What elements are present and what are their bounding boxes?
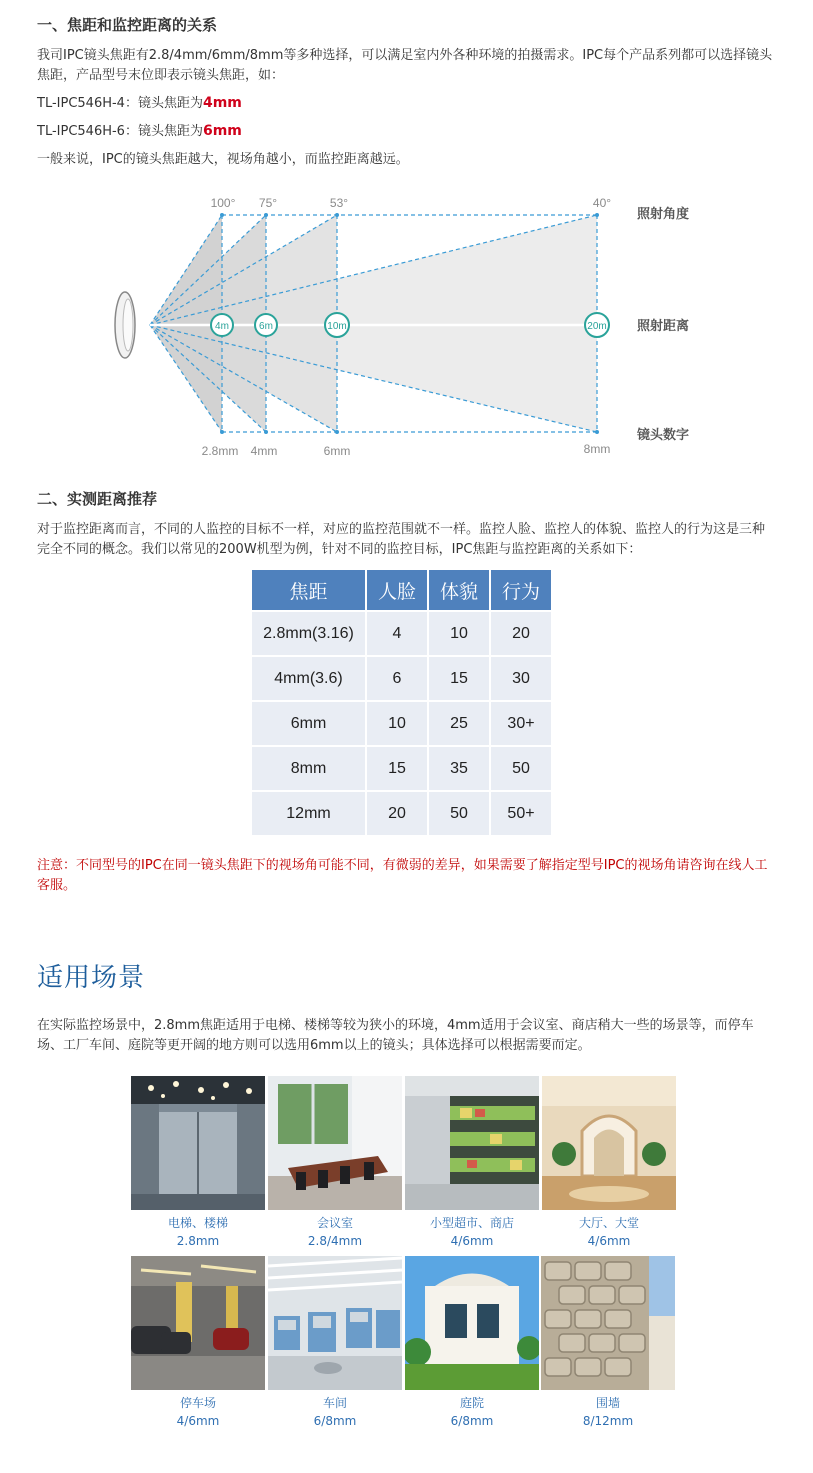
distance-label-4m: 4m (215, 321, 229, 332)
table-cell: 20 (367, 792, 427, 835)
scene-name: 大厅、大堂 (578, 1216, 639, 1230)
example1-value: 4mm (202, 95, 242, 111)
table-header-focal: 焦距 (252, 570, 365, 610)
side-label-angle: 照射角度 (637, 207, 690, 222)
scene-meeting-room (268, 1076, 402, 1250)
scene-name: 会议室 (316, 1216, 353, 1230)
table-header-body: 体貌 (429, 570, 489, 610)
supermarket-image (405, 1076, 539, 1210)
example2-prefix: TL-IPC546H-6：镜头焦距为 (37, 124, 203, 139)
table-cell: 15 (429, 657, 489, 700)
scene-name: 小型超市、商店 (429, 1216, 514, 1230)
table-row (252, 657, 551, 700)
distance-label-10m: 10m (327, 321, 347, 332)
scene-name: 车间 (322, 1396, 347, 1410)
table-cell: 6mm (252, 702, 365, 745)
table-row (252, 747, 551, 790)
section1-summary: 一般来说，IPC的镜头焦距越大，视场角越小，而监控距离越远。 (37, 152, 409, 167)
scene-wall (541, 1256, 675, 1430)
table-header-face: 人脸 (367, 570, 427, 610)
angle-label-40: 40° (592, 196, 612, 210)
meeting-room-image (268, 1076, 402, 1210)
table-cell: 6 (367, 657, 427, 700)
scene-name: 围墙 (595, 1396, 620, 1410)
angle-label-53: 53° (329, 196, 349, 210)
example2-value: 6mm (202, 123, 242, 139)
scene-name: 庭院 (459, 1396, 484, 1410)
courtyard-image (405, 1256, 539, 1390)
parking-image (131, 1256, 265, 1390)
table-row (252, 702, 551, 745)
table-cell: 35 (429, 747, 489, 790)
section3-title: 适用场景 (37, 963, 146, 993)
focal-label-8mm: 8mm (583, 442, 611, 456)
scene-name: 停车场 (179, 1396, 216, 1410)
section2-intro: 对于监控距离而言，不同的人监控的目标不一样，对应的监控范围就不一样。监控人脸、监控人的体貌、监控人的行为这是三种完全不同的概念。我们以常见的200W机型为例，针对不同的监控目标，IPC焦距与监控距离的关系如下： (37, 522, 766, 557)
scene-lobby (542, 1076, 676, 1250)
scene-workshop (268, 1256, 402, 1430)
scene-focal: 6/8mm (313, 1414, 357, 1428)
wall-image (541, 1256, 675, 1390)
elevator-image (131, 1076, 265, 1210)
table-header-row (252, 570, 551, 610)
scene-elevator (131, 1076, 265, 1250)
section1-intro: 我司IPC镜头焦距有2.8/4mm/6mm/8mm等多种选择，可以满足室内外各种环境的拍摄需求。IPC每个产品系列都可以选择镜头焦距，产品型号末位即表示镜头焦距，如： (37, 48, 773, 83)
table-cell: 50 (491, 747, 551, 790)
table-cell: 25 (429, 702, 489, 745)
example-line-2 (37, 121, 777, 142)
distance-label-20m: 20m (587, 321, 607, 332)
scene-name: 电梯、楼梯 (167, 1216, 228, 1230)
table-row (252, 612, 551, 655)
table-cell: 12mm (252, 792, 365, 835)
lobby-image (542, 1076, 676, 1210)
section2-note: 注意：不同型号的IPC在同一镜头焦距下的视场角可能不同，有微弱的差异，如果需要了解指定型号IPC的视场角请咨询在线人工客服。 (37, 858, 768, 893)
focal-label-4mm: 4mm (250, 444, 278, 458)
scene-focal: 2.8/4mm (307, 1234, 363, 1248)
section3-intro: 在实际监控场景中，2.8mm焦距适用于电梯、楼梯等较为狭小的环境，4mm适用于会议室、商店稍大一些的场景等，而停车场、工厂车间、庭院等更开阔的地方则可以选用6mm以上的镜头；具体选择可以根据需要而定。 (37, 1018, 754, 1053)
table-cell: 20 (491, 612, 551, 655)
table-row (252, 792, 551, 835)
example-line-1 (37, 93, 777, 114)
table-cell: 2.8mm(3.16) (252, 612, 365, 655)
scene-focal: 8/12mm (582, 1414, 634, 1428)
focal-label-6mm: 6mm (323, 444, 351, 458)
focal-label-2-8mm: 2.8mm (201, 444, 239, 458)
scene-focal: 6/8mm (450, 1414, 494, 1428)
table-header-behavior: 行为 (491, 570, 551, 610)
angle-label-75: 75° (258, 196, 278, 210)
table-cell: 10 (367, 702, 427, 745)
side-label-distance: 照射距离 (637, 319, 690, 334)
example1-prefix: TL-IPC546H-4：镜头焦距为 (37, 96, 203, 111)
table-cell: 4mm(3.6) (252, 657, 365, 700)
camera-lens-icon (115, 292, 135, 358)
scene-focal: 4/6mm (587, 1234, 631, 1248)
scene-parking (131, 1256, 265, 1430)
table-cell: 30+ (491, 702, 551, 745)
focal-distance-diagram (0, 180, 813, 470)
scene-focal: 4/6mm (450, 1234, 494, 1248)
focal-distance-table (250, 568, 553, 837)
scene-supermarket (405, 1076, 539, 1250)
section2-title: 二、实测距离推荐 (37, 490, 158, 508)
distance-label-6m: 6m (259, 321, 273, 332)
table-cell: 10 (429, 612, 489, 655)
scene-courtyard (405, 1256, 539, 1430)
table-cell: 50 (429, 792, 489, 835)
table-cell: 8mm (252, 747, 365, 790)
table-cell: 15 (367, 747, 427, 790)
section1-title: 一、焦距和监控距离的关系 (37, 16, 218, 34)
table-cell: 50+ (491, 792, 551, 835)
scene-focal: 4/6mm (176, 1414, 220, 1428)
table-cell: 30 (491, 657, 551, 700)
side-label-focal: 镜头数字 (637, 428, 690, 443)
scene-focal: 2.8mm (176, 1234, 220, 1248)
table-cell: 4 (367, 612, 427, 655)
workshop-image (268, 1256, 402, 1390)
angle-label-100: 100° (210, 196, 236, 210)
